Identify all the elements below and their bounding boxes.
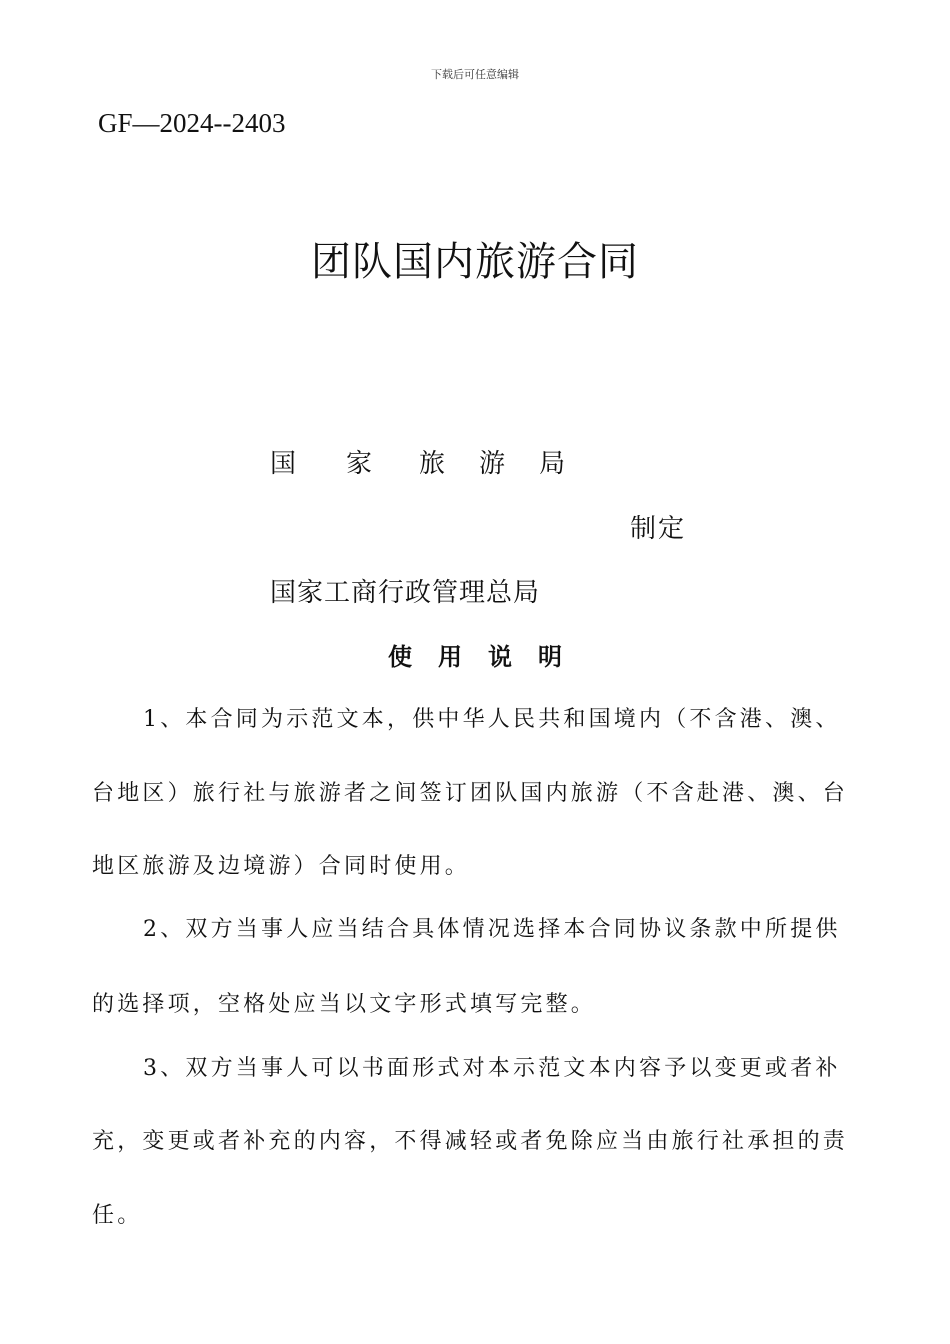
usage-line: 3、双方当事人可以书面形式对本示范文本内容予以变更或者补	[143, 1056, 841, 1081]
enacted-label: 制定	[630, 514, 687, 544]
header-note: 下载后可任意编辑	[431, 68, 519, 81]
usage-line: 1、本合同为示范文本，供中华人民共和国境内（不含港、澳、	[143, 707, 841, 732]
issuer-char: 局	[539, 449, 568, 479]
issuer-char: 游	[479, 449, 508, 479]
usage-line: 任。	[92, 1203, 143, 1228]
usage-instructions-heading	[0, 637, 950, 672]
usage-line: 的选择项，空格处应当以文字形式填写完整。	[92, 992, 597, 1017]
heading-char: 用	[438, 643, 462, 671]
document-code: GF—2024--2403	[98, 108, 286, 138]
usage-line: 2、双方当事人应当结合具体情况选择本合同协议条款中所提供	[143, 917, 841, 942]
usage-line: 地区旅游及边境游）合同时使用。	[92, 854, 471, 879]
heading-char: 使	[388, 643, 412, 671]
issuer-char: 旅	[419, 449, 448, 479]
usage-line: 台地区）旅行社与旅游者之间签订团队国内旅游（不含赴港、澳、台	[92, 781, 849, 806]
issuer-tourism-administration	[270, 443, 567, 480]
issuer-char: 国	[270, 449, 299, 479]
usage-line: 充，变更或者补充的内容，不得减轻或者免除应当由旅行社承担的责	[92, 1129, 849, 1154]
heading-char: 说	[488, 643, 512, 671]
issuer-char: 家	[346, 449, 375, 479]
issuer-industry-commerce-administration: 国家工商行政管理总局	[270, 578, 541, 608]
heading-char: 明	[538, 643, 562, 671]
document-title: 团队国内旅游合同	[311, 239, 639, 285]
